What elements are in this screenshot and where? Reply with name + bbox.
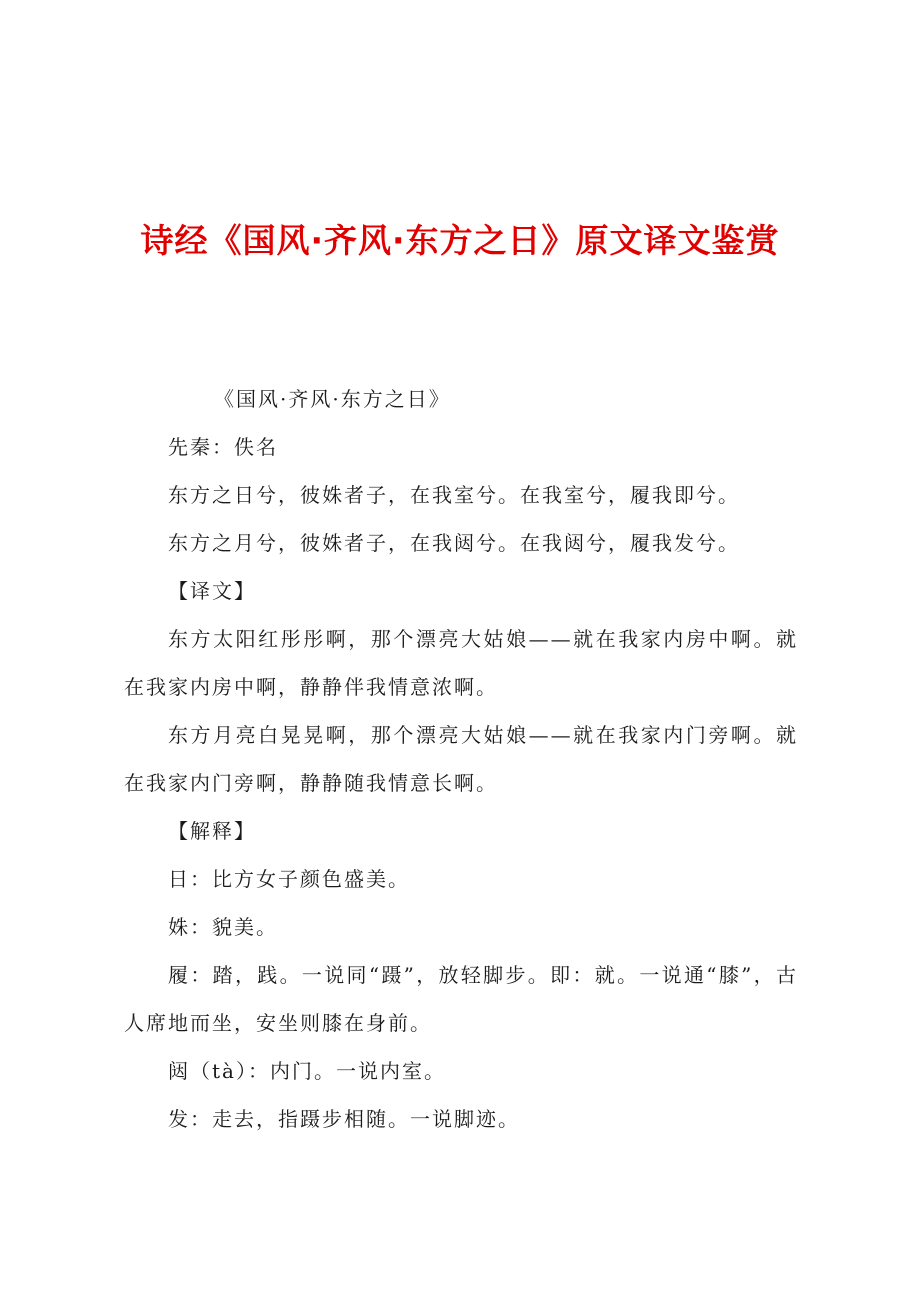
poem-title: 《国风·齐风·东方之日》 — [214, 387, 451, 411]
translation-paragraph-2: 东方月亮白晃晃啊，那个漂亮大姑娘——就在我家内门旁啊。就在我家内门旁啊，静静随我情意长啊。 — [124, 723, 798, 795]
note-item: 闼（tà）：内门。一说内室。 — [168, 1059, 446, 1083]
poem-stanza-2: 东方之月兮，彼姝者子，在我闼兮。在我闼兮，履我发兮。 — [168, 531, 740, 555]
note-item: 发：走去，指蹑步相随。一说脚迹。 — [168, 1107, 520, 1131]
note-item: 姝：貌美。 — [168, 915, 278, 939]
translation-paragraph-1: 东方太阳红彤彤啊，那个漂亮大姑娘——就在我家内房中啊。就在我家内房中啊，静静伴我情意浓啊。 — [124, 627, 798, 699]
poem-stanza-1: 东方之日兮，彼姝者子，在我室兮。在我室兮，履我即兮。 — [168, 483, 740, 507]
section-heading-translation: 【译文】 — [168, 579, 256, 603]
document-title: 诗经《国风·齐风·东方之日》原文译文鉴赏 — [140, 221, 780, 261]
note-item: 日：比方女子颜色盛美。 — [168, 867, 410, 891]
note-item: 履：踏，践。一说同“蹑”，放轻脚步。即：就。一说通“膝”，古人席地而坐，安坐则膝在身前。 — [124, 963, 798, 1035]
document-body — [124, 375, 798, 1143]
section-heading-notes: 【解释】 — [168, 819, 256, 843]
poem-author: 先秦：佚名 — [168, 435, 278, 459]
